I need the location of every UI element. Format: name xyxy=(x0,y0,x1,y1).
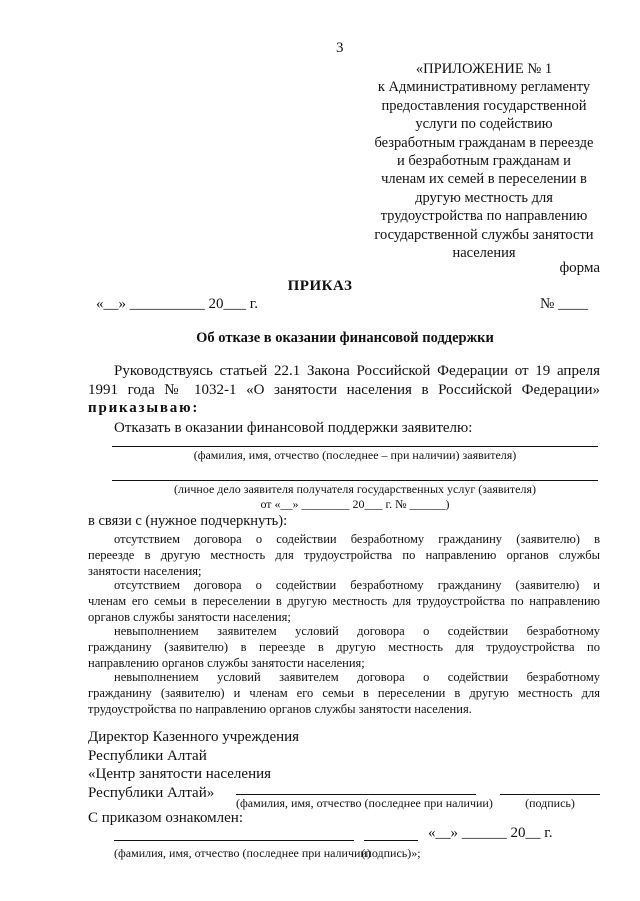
reason-line: трудоустройства по направлению органов службы занятости населения. xyxy=(88,702,472,716)
director-signature-caption: (подпись) xyxy=(525,796,575,810)
appendix-line: населения xyxy=(452,245,516,262)
order-word: приказываю: xyxy=(88,400,200,416)
reason-line: отсутствием договора о содействии безработному гражданину (заявителю) в xyxy=(114,532,600,546)
reason-item xyxy=(88,669,600,717)
personal-file-caption: (личное дело заявителя получателя государственных услуг (заявителя) xyxy=(173,482,537,496)
reason-line: членам его семьи в переселении в другую местность для трудоустройства по направлению xyxy=(88,594,600,608)
appendix-line: к Административному регламенту xyxy=(377,79,591,96)
signatory-line: Директор Казенного учреждения xyxy=(88,729,300,745)
intro-line: 1991 года № 1032-1 «О занятости населения в Российской Федерации» xyxy=(88,381,600,398)
reason-item xyxy=(88,531,600,579)
acquainted-date: «__» ______ 20__ г. xyxy=(428,825,553,841)
signatory-block xyxy=(88,728,299,802)
appendix-line: государственной службы занятости xyxy=(374,226,594,243)
order-date: «__» __________ 20___ г. xyxy=(96,296,258,312)
reasons-heading: в связи с (нужное подчеркнуть): xyxy=(88,513,288,529)
reason-line: невыполнением условий заявителем договора о содействии безработному xyxy=(114,670,600,684)
appendix-line: трудоустройства по направлению xyxy=(380,208,588,225)
reason-line: гражданину (заявителю) и членам его семьи в переселении в другую местность для xyxy=(88,686,600,700)
acquainted-label: С приказом ознакомлен: xyxy=(88,810,244,826)
order-subject: Об отказе в оказании финансовой поддержки xyxy=(196,330,494,346)
intro-paragraph xyxy=(88,362,600,437)
document-title: ПРИКАЗ xyxy=(287,278,353,294)
reason-item xyxy=(88,623,600,671)
appendix-line: и безработным гражданам и xyxy=(397,153,571,170)
appendix-line: другую местность для xyxy=(415,189,553,206)
personal-file-date: от «__» ________ 20___ г. № ______) xyxy=(260,497,450,511)
appendix-heading xyxy=(360,60,608,262)
appendix-line: членам их семей в переселении в xyxy=(381,171,587,188)
acquainted-fio-caption: (фамилия, имя, отчество (последнее при наличии) xyxy=(114,846,371,860)
reason-line: направлению органов службы занятости населения; xyxy=(88,656,365,670)
fio-caption: (фамилия, имя, отчество (последнее – при наличии) заявителя) xyxy=(193,448,517,462)
reason-line: органов службы занятости населения; xyxy=(88,610,291,624)
form-label: форма xyxy=(559,260,600,276)
reason-item xyxy=(88,577,600,625)
reason-line: гражданину (заявителю) в переезде в другую местность для трудоустройства по xyxy=(88,640,600,654)
refuse-line: Отказать в оказании финансовой поддержки заявителю: xyxy=(114,419,473,436)
page-number: 3 xyxy=(336,40,344,56)
acquainted-fio-line xyxy=(114,840,354,841)
file-blank-line xyxy=(112,480,598,481)
intro-line: Руководствуясь статьей 22.1 Закона Российской Федерации от 19 апреля xyxy=(114,363,600,379)
appendix-line: безработным гражданам в переезде xyxy=(374,134,594,151)
fio-blank-line xyxy=(112,446,598,447)
reason-line: занятости населения; xyxy=(88,564,202,578)
appendix-line: предоставления государственной xyxy=(381,97,587,114)
director-fio-line xyxy=(236,794,476,795)
director-fio-caption: (фамилия, имя, отчество (последнее при наличии) xyxy=(236,796,493,810)
reason-line: отсутствием договора о содействии безработному гражданину (заявителю) и xyxy=(114,578,600,592)
acquainted-signature-caption: (подпись)»; xyxy=(361,846,421,860)
signatory-line: Республики Алтай» xyxy=(88,784,215,801)
signatory-line: Республики Алтай xyxy=(88,747,207,764)
acquainted-signature-line xyxy=(364,840,418,841)
signatory-line: «Центр занятости населения xyxy=(88,766,272,782)
reason-line: невыполнением заявителем условий договора о содействии безработному xyxy=(114,624,600,638)
order-number: № ____ xyxy=(540,296,589,312)
appendix-line: услуги по содействию xyxy=(415,116,553,133)
appendix-line: «ПРИЛОЖЕНИЕ № 1 xyxy=(415,61,553,77)
director-signature-line xyxy=(500,794,600,795)
reason-line: переезде в другую местность для трудоустройства по направлению органов службы xyxy=(88,548,600,562)
